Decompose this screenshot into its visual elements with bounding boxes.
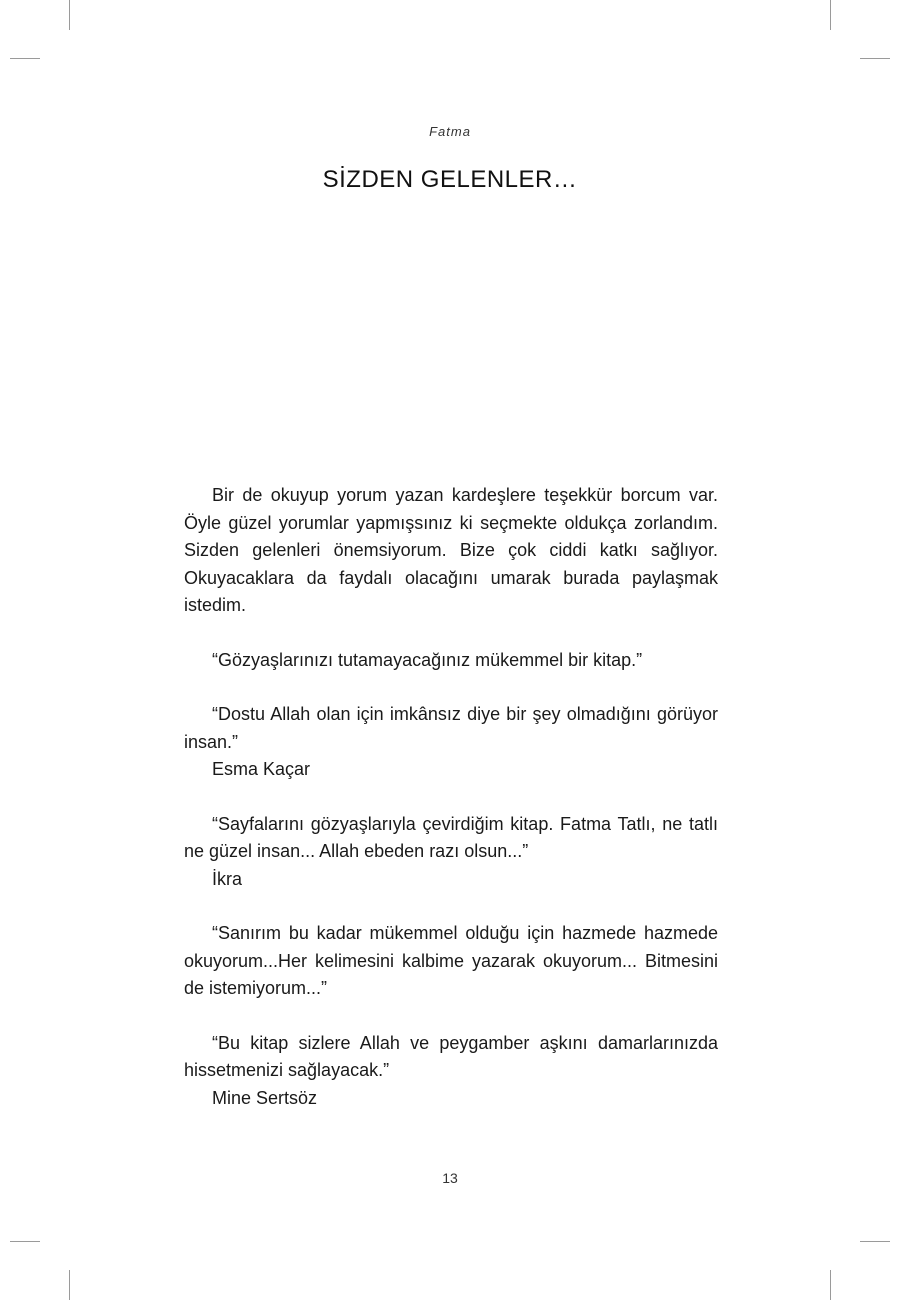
- crop-mark-left-top: [10, 58, 40, 59]
- crop-mark-left-bottom: [10, 1241, 40, 1242]
- intro-paragraph: Bir de okuyup yorum yazan kardeşlere teşekkür borcum var. Öyle güzel yorumlar yapmışsınız ki seçmekte oldukça zorlandım. Sizden gelenleri önemsiyorum. Bize çok ciddi katkı sağlıyor. Okuyacaklara da faydalı olacağını umarak burada paylaşmak istedim.: [184, 485, 718, 615]
- crop-mark-right-top: [860, 58, 890, 59]
- quote-3: [184, 811, 718, 894]
- quote-text: “Bu kitap sizlere Allah ve peygamber aşkını damarlarınızda hissetmenizi sağlayacak.”: [184, 1032, 718, 1080]
- running-head: Fatma: [429, 124, 471, 139]
- crop-mark-top-left: [69, 0, 70, 30]
- crop-mark-right-bottom: [860, 1241, 890, 1242]
- quote-text: “Dostu Allah olan için imkânsız diye bir şey olmadığını görüyor insan.”: [184, 704, 718, 752]
- quote-2: [184, 701, 718, 784]
- quote-text: “Gözyaşlarınızı tutamayacağınız mükemmel bir kitap.”: [212, 649, 643, 670]
- quote-author: Mine Sertsöz: [212, 1087, 318, 1108]
- chapter-title: SİZDEN GELENLER…: [322, 166, 578, 193]
- quote-5: [184, 1030, 718, 1113]
- quote-4: [184, 920, 718, 1003]
- quote-author: Esma Kaçar: [212, 759, 311, 779]
- quote-text: “Sanırım bu kadar mükemmel olduğu için hazmede hazmede okuyorum...Her kelimesini kalbime yazarak okuyorum... Bitmesini de istemiyorum...”: [184, 923, 718, 998]
- quote-author: İkra: [212, 868, 243, 889]
- crop-mark-bottom-right: [830, 1270, 831, 1300]
- quote-text: “Sayfalarını gözyaşlarıyla çevirdiğim kitap. Fatma Tatlı, ne tatlı ne güzel insan... Allah ebeden razı olsun...”: [184, 813, 718, 861]
- quote-1: [184, 647, 718, 675]
- body-text: [184, 482, 718, 1112]
- crop-mark-top-right: [830, 0, 831, 30]
- crop-mark-bottom-left: [69, 1270, 70, 1300]
- page-number: 13: [442, 1170, 458, 1186]
